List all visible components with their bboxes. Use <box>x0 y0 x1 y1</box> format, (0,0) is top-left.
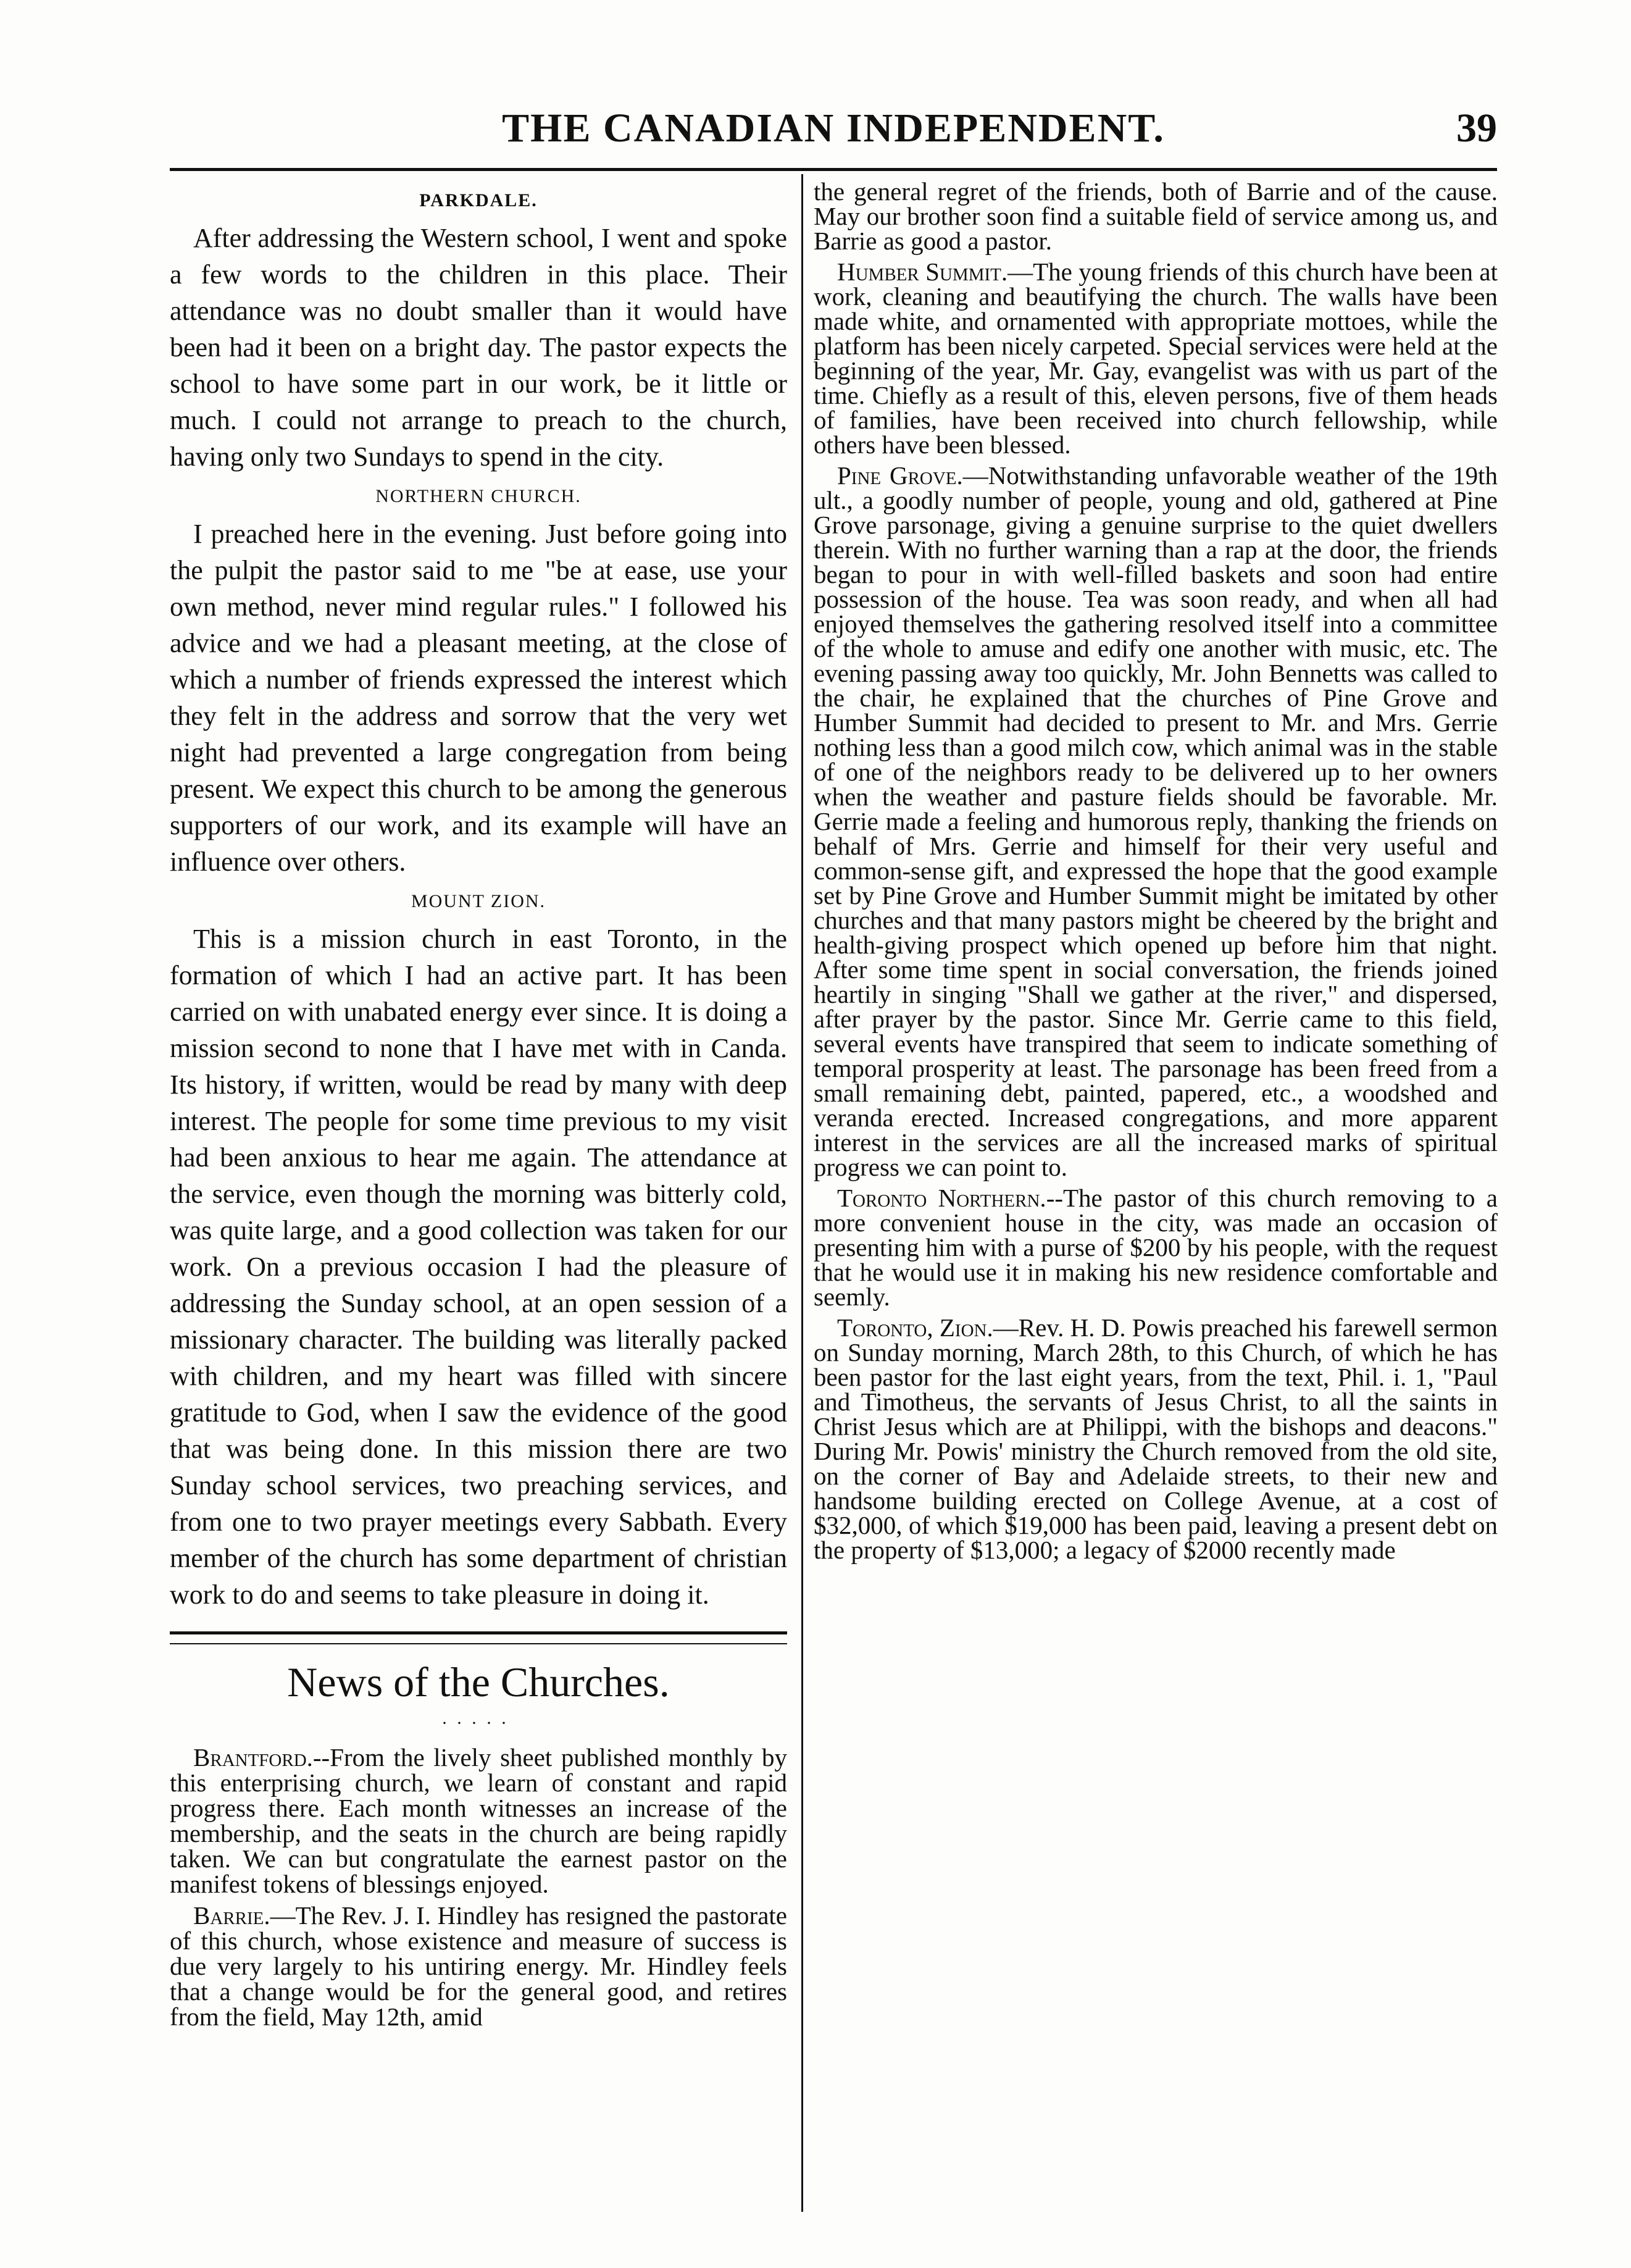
left-column <box>170 179 787 2036</box>
page-number: 39 <box>1456 106 1497 151</box>
news-lead: Toronto Northern. <box>837 1184 1046 1212</box>
news-text: —The Rev. J. I. Hindley has resigned the pastorate of this church, whose existence and measure of success is due very largely to his untiring energy. Mr. Hindley feels that a change would be for the general good, and retires from the field, May 12th, amid <box>170 1901 787 2031</box>
section-heading-parkdale: PARKDALE. <box>419 190 538 211</box>
column-divider <box>801 174 803 2212</box>
right-column <box>814 179 1498 1568</box>
page-header <box>170 105 1497 173</box>
section-divider <box>170 1631 787 1644</box>
news-text: —The young friends of this church have been at work, cleaning and beautifying the church. The walls have been made white, and ornamented with appropriate mottoes, while the platform has been nicely carpeted. Special services were held at the beginning of the year, Mr. Gay, evangelist was with us part of the time. Chiefly as a result of this, eleven persons, five of them heads of families, have been received into church fellowship, while others have been blessed. <box>814 257 1498 459</box>
news-text: the general regret of the friends, both of Barrie and of the cause. May our brother soon find a suitable field of service among us, and Barrie as good a pastor. <box>814 177 1498 255</box>
paragraph-northern-church: I preached here in the evening. Just before going into the pulpit the pastor said to me "be at ease, use your own method, never mind regular rules." I followed his advice and we had a pleasant meeting, at the close of which a number of friends expressed the interest which they felt in the address and sorrow that the very wet night had prevented a large congregation from being present. We expect this church to be among the generous supporters of our work, and its example will have an influence over others. <box>170 519 787 877</box>
news-item-barrie <box>170 1903 787 2030</box>
news-item-barrie-continued <box>814 179 1498 253</box>
journal-title: THE CANADIAN INDEPENDENT. <box>502 106 1165 151</box>
news-lead: Pine Grove. <box>837 461 963 490</box>
header-rule <box>170 168 1497 171</box>
section-heading-northern-church: NORTHERN CHURCH. <box>375 486 582 506</box>
news-text: --From the lively sheet published monthly by this enterprising church, we learn of constant and rapid progress there. Each month witnesses an increase of the membership, and the seats in the church are being rapidly taken. We can but congratulate the earnest pastor on the manifest tokens of blessings enjoyed. <box>170 1743 787 1898</box>
news-item-toronto-northern <box>814 1186 1498 1309</box>
section-heading-mount-zion: MOUNT ZION. <box>411 891 546 911</box>
news-lead: Toronto, Zion. <box>837 1313 993 1342</box>
paragraph-parkdale: After addressing the Western school, I went and spoke a few words to the children in this place. Their attendance was no doubt smaller than it would have been had it been on a bright day. The pastor expects the school to have some part in our work, be it little or much. I could not arrange to preach to the church, having only two Sundays to spend in the city. <box>170 223 787 472</box>
ornament-dots: ····· <box>441 1713 515 1733</box>
news-lead: Brantford. <box>193 1743 313 1772</box>
news-section-title: News of the Churches. <box>287 1659 670 1705</box>
news-item-pine-grove <box>814 463 1498 1179</box>
news-lead: Barrie. <box>193 1901 270 1930</box>
news-text: —Rev. H. D. Powis preached his farewell sermon on Sunday morning, March 28th, to this Church, of which he has been pastor for the last eight years, from the text, Phil. i. 1, "Paul and Timotheus, the servants of Jesus Christ, to all the saints in Christ Jesus which are at Philippi, with the bishops and deacons." During Mr. Powis' ministry the Church removed from the old site, on the corner of Bay and Adelaide streets, to their new and handsome building erected on College Avenue, at a cost of $32,000, of which $19,000 has been paid, leaving a present debt on the property of $13,000; a legacy of $2000 recently made <box>814 1313 1498 1564</box>
news-lead: Humber Summit. <box>837 257 1008 286</box>
news-item-toronto-zion <box>814 1315 1498 1562</box>
news-text: --The pastor of this church removing to a more convenient house in the city, was made an occasion of presenting him with a purse of $200 by his people, with the request that he would use it in making his new residence comfortable and seemly. <box>814 1184 1498 1311</box>
news-item-brantford <box>170 1745 787 1897</box>
paragraph-mount-zion: This is a mission church in east Toronto, in the formation of which I had an active part. It has been carried on with unabated energy ever since. It is doing a mission second to none that I have met with in Canda. Its history, if written, would be read by many with deep interest. The people for some time previous to my visit had been anxious to hear me again. The attendance at the service, even though the morning was bitterly cold, was quite large, and a good collection was taken for our work. On a previous occasion I had the pleasure of addressing the Sunday school, at an open session of a missionary character. The building was literally packed with children, and my heart was filled with sincere gratitude to God, when I saw the evidence of the good that was being done. In this mission there are two Sunday school services, two preaching services, and from one to two prayer meetings every Sabbath. Every member of the church has some department of christian work to do and seems to take pleasure in doing it. <box>170 924 787 1610</box>
news-text: —Notwithstanding unfavorable weather of the 19th ult., a goodly number of people, young and old, gathered at Pine Grove parsonage, giving a genuine surprise to the quiet dwellers therein. With no further warning than a rap at the door, the friends began to pour in with well-filled baskets and soon had entire possession of the house. Tea was soon ready, and when all had enjoyed themselves the gathering resolved itself into a committee of the whole to amuse and edify one another with music, etc. The evening passing away too quickly, Mr. John Bennetts was called to the chair, he explained that the churches of Pine Grove and Humber Summit had decided to present to Mr. and Mrs. Gerrie nothing less than a good milch cow, which animal was in the stable of one of the neighbors ready to be delivered up to her owners when the weather and pasture fields should be favorable. Mr. Gerrie made a feeling and humorous reply, thanking the friends on behalf of Mrs. Gerrie and himself for their very useful and common-sense gift, and expressed the hope that the good example set by Pine Grove and Humber Summit might be imitated by other churches and that many pastors might be cheered by the bright and health-giving prospect which opened up before him that night. After some time spent in social conversation, the friends joined heartily in singing "Shall we gather at the river," and dispersed, after prayer by the pastor. Since Mr. Gerrie came to this field, several events have transpired that seem to indicate something of temporal prosperity at least. The parsonage has been freed from a small remaining debt, painted, papered, etc., a woodshed and veranda erected. Increased congregations, and more apparent interest in the services are all the increased marks of spiritual progress we can point to. <box>814 461 1498 1181</box>
news-item-humber-summit <box>814 259 1498 457</box>
